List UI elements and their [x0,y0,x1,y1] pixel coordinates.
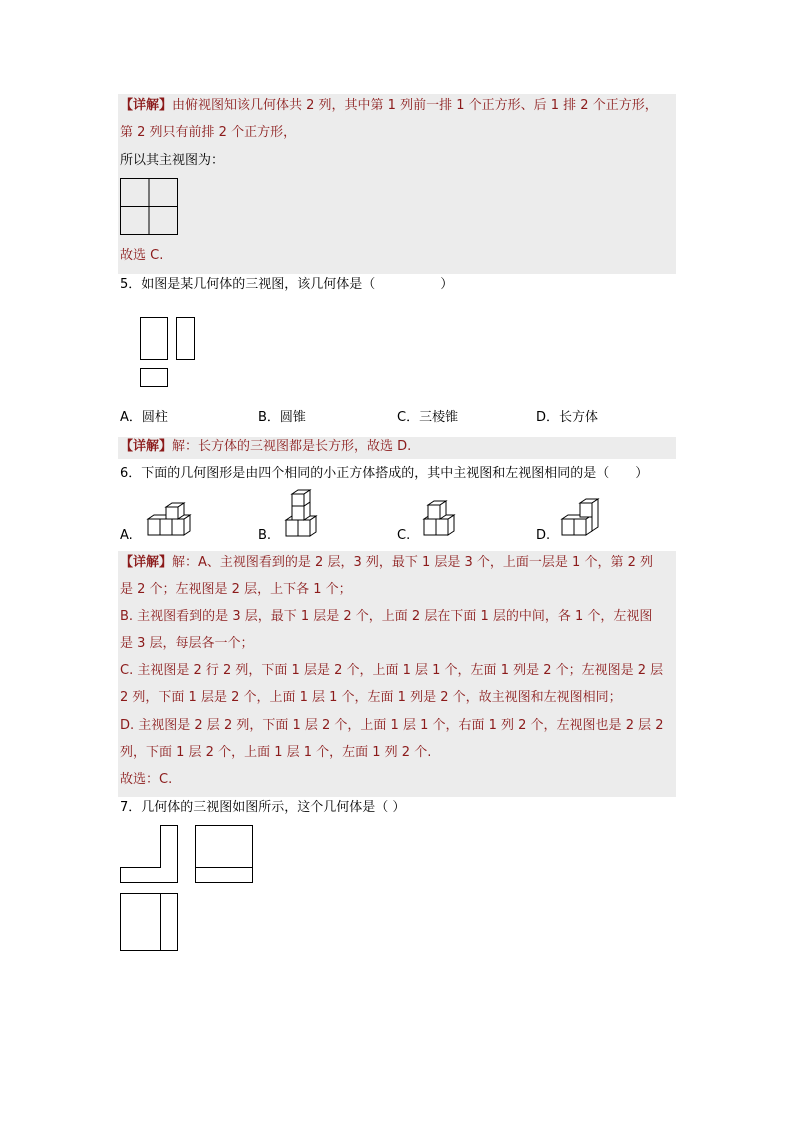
q6-option-a-label: A. [120,528,133,543]
q5-answer-tag: 【详解】 [120,439,173,454]
q5-option-b: B．圆锥 [258,410,306,425]
q6-answer-conclusion: 故选：C. [120,772,173,787]
q6-answer-text-1: 解：A、主视图看到的是 2 层，3 列，最下 1 层是 3 个，上面一层是 1 个，第 2 列 [172,555,653,570]
front-view-figure [120,178,180,236]
q6-answer-line-2: 是 2 个；左视图是 2 层，上下各 1 个； [120,582,352,597]
q5-answer-text: 解：长方体的三视图都是长方形，故选 D. [172,439,412,454]
question-6: 6．下面的几何图形是由四个相同的小正方体搭成的，其中主视图和左视图相同的是（ ） [120,466,649,481]
q7-side-view [194,825,256,885]
q5-answer [120,437,411,457]
q5-option-c: C．三棱锥 [397,410,459,425]
q6-answer-line-3: B. 主视图看到的是 3 层，最下 1 层是 2 个，上面 2 层在下面 1 层的中间，各 1 个，左视图 [120,609,653,624]
q5-option-d: D．长方体 [536,410,599,425]
q6-answer-line-6: 2 列，下面 1 层是 2 个，上面 1 层 1 个，左面 1 列是 2 个，故主视图和左视图相同； [120,690,622,705]
q6-answer-line-8: 列，下面 1 层 2 个，上面 1 层 1 个，左面 1 列 2 个. [120,745,432,760]
answer-line-3: 所以其主视图为： [120,153,225,168]
answer-line-1 [120,96,658,116]
q6-option-c-cubes [422,499,464,539]
q6-answer-line-5: C. 主视图是 2 行 2 列，下面 1 层是 2 个，上面 1 层 1 个，左面 1 列是 2 个；左视图是 2 层 [120,663,664,678]
answer-tag: 【详解】 [120,98,173,113]
q5-option-a: A．圆柱 [120,410,168,425]
q6-answer-tag: 【详解】 [120,555,173,570]
answer-text: 由俯视图知该几何体共 2 列，其中第 1 列前一排 1 个正方形、后 1 排 2 个正方形， [172,98,658,113]
q6-answer-line-1 [120,553,653,573]
question-7: 7．几何体的三视图如图所示，这个几何体是（ ） [120,800,406,815]
q6-option-d-label: D. [536,528,551,543]
q6-option-a-cubes [146,503,198,537]
q6-option-b-label: B. [258,528,272,543]
answer-conclusion: 故选 C. [120,248,164,263]
q7-top-view [120,893,182,953]
question-5: 5．如图是某几何体的三视图，该几何体是（ ） [120,277,454,292]
q7-front-view [120,825,182,885]
q6-option-b-cubes [284,490,324,538]
q6-option-c-label: C. [397,528,411,543]
q6-answer-line-7: D. 主视图是 2 层 2 列，下面 1 层 2 个，上面 1 层 1 个，右面 1 列 2 个，左视图也是 2 层 2 [120,718,664,733]
answer-line-2: 第 2 列只有前排 2 个正方形， [120,125,297,140]
q5-three-views [138,316,200,390]
q6-option-d-cubes [560,497,602,539]
q6-answer-line-4: 是 3 层，每层各一个； [120,636,254,651]
answer-shade-1 [118,94,676,274]
